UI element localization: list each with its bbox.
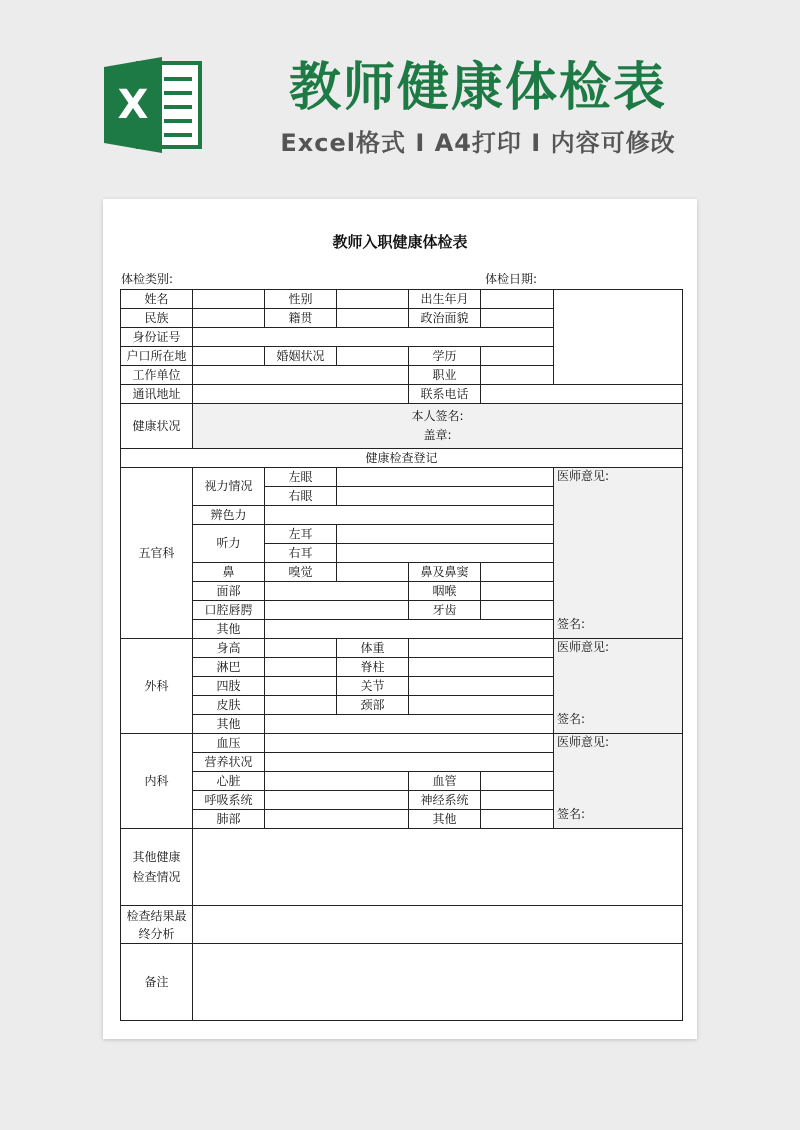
field-hukou[interactable] xyxy=(193,347,265,366)
banner xyxy=(0,0,800,200)
field-birth[interactable] xyxy=(481,290,554,309)
label-result-analysis: 检查结果最终分析 xyxy=(121,906,193,944)
field-ethnicity[interactable] xyxy=(193,309,265,328)
label-left-ear: 左耳 xyxy=(265,525,337,544)
field-respiratory[interactable] xyxy=(265,791,409,810)
field-work-unit[interactable] xyxy=(193,366,409,385)
field-education[interactable] xyxy=(481,347,554,366)
field-other-exam[interactable] xyxy=(193,829,683,906)
label-hukou: 户口所在地 xyxy=(121,347,193,366)
label-name: 姓名 xyxy=(121,290,193,309)
label-weight: 体重 xyxy=(337,639,409,658)
label-ethnicity: 民族 xyxy=(121,309,193,328)
label-education: 学历 xyxy=(409,347,481,366)
label-right-eye: 右眼 xyxy=(265,487,337,506)
label-vessels: 血管 xyxy=(409,772,481,791)
label-occupation: 职业 xyxy=(409,366,481,385)
label-remarks: 备注 xyxy=(121,944,193,1021)
label-spine: 脊柱 xyxy=(337,658,409,677)
field-remarks[interactable] xyxy=(193,944,683,1021)
label-nose: 鼻 xyxy=(193,563,265,582)
dept-internal-label: 内科 xyxy=(121,734,193,829)
label-neck: 颈部 xyxy=(337,696,409,715)
label-address: 通讯地址 xyxy=(121,385,193,404)
label-marital: 婚姻状况 xyxy=(265,347,337,366)
field-left-eye[interactable] xyxy=(337,468,554,487)
label-face: 面部 xyxy=(193,582,265,601)
photo-box[interactable] xyxy=(554,290,683,385)
label-nervous: 神经系统 xyxy=(409,791,481,810)
label-political: 政治面貌 xyxy=(409,309,481,328)
field-sinus[interactable] xyxy=(481,563,554,582)
internal-doctor-opinion[interactable] xyxy=(554,734,683,829)
field-spine[interactable] xyxy=(409,658,554,677)
field-smell[interactable] xyxy=(337,563,409,582)
document-title: 教师入职健康体检表 xyxy=(332,233,468,251)
field-vessels[interactable] xyxy=(481,772,554,791)
excel-logo-icon xyxy=(100,55,205,155)
label-surgery-other: 其他 xyxy=(193,715,265,734)
exam-form-table xyxy=(120,289,683,1021)
field-nervous[interactable] xyxy=(481,791,554,810)
field-address[interactable] xyxy=(193,385,409,404)
field-left-ear[interactable] xyxy=(337,525,554,544)
label-id-number: 身份证号 xyxy=(121,328,193,347)
ent-doctor-opinion[interactable] xyxy=(554,468,683,639)
seal-label: 盖章: xyxy=(423,428,452,442)
label-phone: 联系电话 xyxy=(409,385,481,404)
surgery-signature-label: 签名: xyxy=(557,712,586,726)
dept-surgery-label: 外科 xyxy=(121,639,193,734)
field-ent-other[interactable] xyxy=(265,620,554,639)
label-work-unit: 工作单位 xyxy=(121,366,193,385)
label-native-place: 籍贯 xyxy=(265,309,337,328)
section-heading-register: 健康检查登记 xyxy=(121,449,683,468)
field-gender[interactable] xyxy=(337,290,409,309)
field-right-ear[interactable] xyxy=(337,544,554,563)
ent-signature-label: 签名: xyxy=(557,617,586,631)
label-nutrition: 营养状况 xyxy=(193,753,265,772)
field-height[interactable] xyxy=(265,639,337,658)
label-left-eye: 左眼 xyxy=(265,468,337,487)
field-color-vision[interactable] xyxy=(265,506,554,525)
exam-date-label: 体检日期: xyxy=(485,272,538,286)
label-internal-other: 其他 xyxy=(409,810,481,829)
field-blood-pressure[interactable] xyxy=(265,734,554,753)
label-blood-pressure: 血压 xyxy=(193,734,265,753)
field-surgery-other[interactable] xyxy=(265,715,554,734)
label-gender: 性别 xyxy=(265,290,337,309)
label-smell: 嗅觉 xyxy=(265,563,337,582)
dept-ent-label: 五官科 xyxy=(121,468,193,639)
internal-signature-label: 签名: xyxy=(557,807,586,821)
label-height: 身高 xyxy=(193,639,265,658)
field-heart[interactable] xyxy=(265,772,409,791)
field-nutrition[interactable] xyxy=(265,753,554,772)
banner-title: 教师健康体检表 xyxy=(288,58,667,118)
field-neck[interactable] xyxy=(409,696,554,715)
label-hearing: 听力 xyxy=(193,525,265,563)
field-face[interactable] xyxy=(265,582,409,601)
field-internal-other[interactable] xyxy=(481,810,554,829)
field-result-analysis[interactable] xyxy=(193,906,683,944)
field-native-place[interactable] xyxy=(337,309,409,328)
field-lips[interactable] xyxy=(265,601,409,620)
field-health-status[interactable] xyxy=(193,404,683,449)
label-skin: 皮肤 xyxy=(193,696,265,715)
label-right-ear: 右耳 xyxy=(265,544,337,563)
field-throat[interactable] xyxy=(481,582,554,601)
field-name[interactable] xyxy=(193,290,265,309)
label-lungs: 肺部 xyxy=(193,810,265,829)
label-teeth: 牙齿 xyxy=(409,601,481,620)
field-marital[interactable] xyxy=(337,347,409,366)
label-lymph: 淋巴 xyxy=(193,658,265,677)
field-skin[interactable] xyxy=(265,696,337,715)
ent-opinion-label: 医师意见: xyxy=(557,469,610,483)
exam-type-label: 体检类别: xyxy=(121,272,174,286)
field-lymph[interactable] xyxy=(265,658,337,677)
label-birth: 出生年月 xyxy=(409,290,481,309)
banner-subtitle: Excel格式 I A4打印 I 内容可修改 xyxy=(280,129,676,157)
field-occupation[interactable] xyxy=(481,366,554,385)
label-heart: 心脏 xyxy=(193,772,265,791)
label-health-status: 健康状况 xyxy=(121,404,193,449)
label-vision: 视力情况 xyxy=(193,468,265,506)
field-phone[interactable] xyxy=(481,385,683,404)
field-lungs[interactable] xyxy=(265,810,409,829)
label-ent-other: 其他 xyxy=(193,620,265,639)
label-sinus: 鼻及鼻窦 xyxy=(409,563,481,582)
surgery-opinion-label: 医师意见: xyxy=(557,640,610,654)
field-teeth[interactable] xyxy=(481,601,554,620)
internal-opinion-label: 医师意见: xyxy=(557,735,610,749)
self-signature-label: 本人签名: xyxy=(411,409,464,423)
label-other-exam: 其他健康检查情况 xyxy=(121,829,193,906)
label-throat: 咽喉 xyxy=(409,582,481,601)
field-id-number[interactable] xyxy=(193,328,554,347)
field-limbs[interactable] xyxy=(265,677,337,696)
label-respiratory: 呼吸系统 xyxy=(193,791,265,810)
label-joints: 关节 xyxy=(337,677,409,696)
surgery-doctor-opinion[interactable] xyxy=(554,639,683,734)
label-limbs: 四肢 xyxy=(193,677,265,696)
field-weight[interactable] xyxy=(409,639,554,658)
svg-text:X: X xyxy=(117,82,149,128)
label-lips: 口腔唇腭 xyxy=(193,601,265,620)
label-color-vision: 辨色力 xyxy=(193,506,265,525)
field-joints[interactable] xyxy=(409,677,554,696)
field-political[interactable] xyxy=(481,309,554,328)
field-right-eye[interactable] xyxy=(337,487,554,506)
